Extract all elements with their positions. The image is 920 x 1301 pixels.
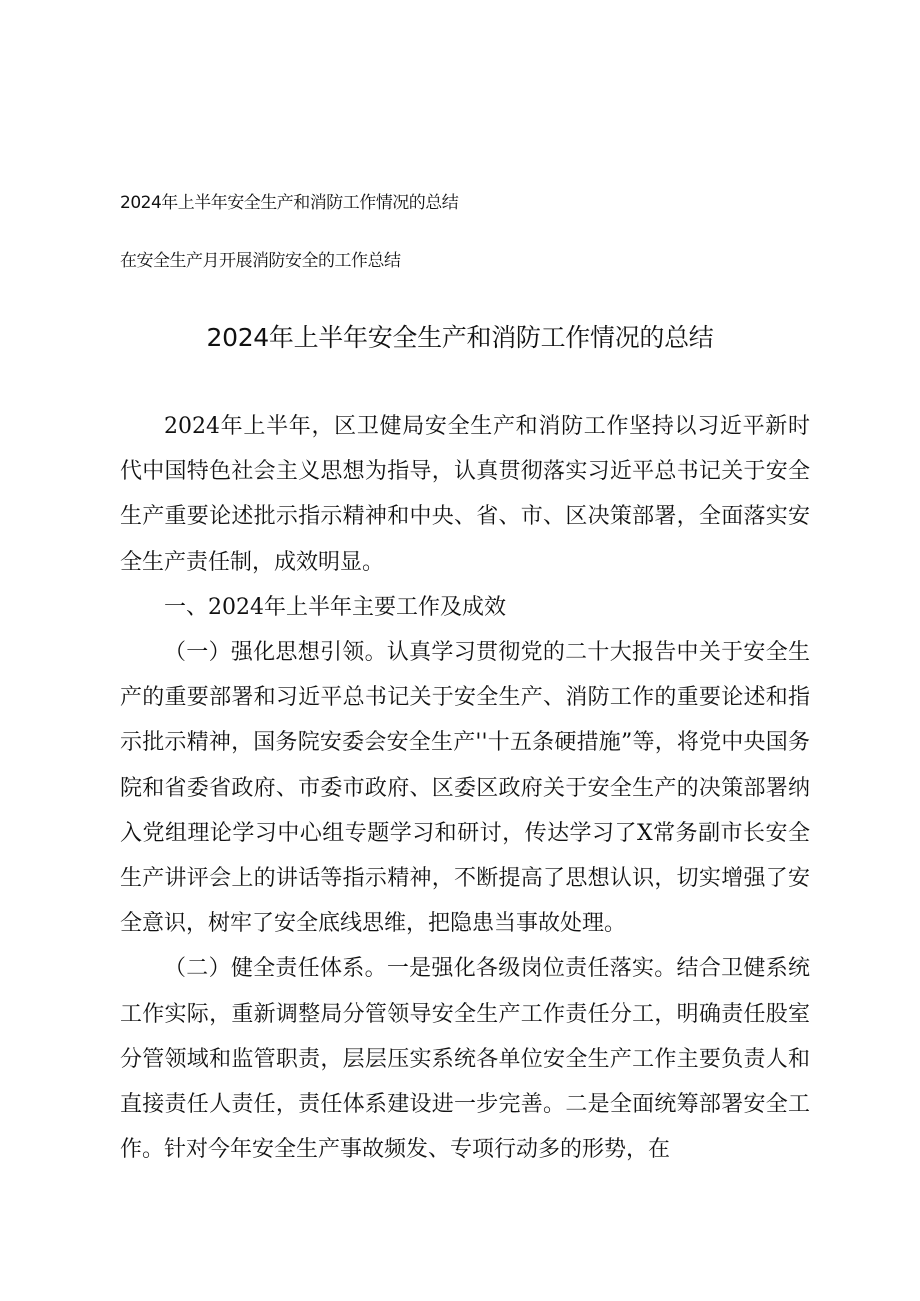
toc-item-1: 2024年上半年安全生产和消防工作情况的总结 (120, 193, 459, 213)
section-heading: 一、2024年上半年主要工作及成效 (164, 594, 506, 620)
document-body (120, 404, 810, 1172)
toc-item-2: 在安全生产月开展消防安全的工作总结 (120, 251, 401, 271)
paragraph-item-1: （一）强化思想引领。认真学习贯彻党的二十大报告中关于安全生产的重要部署和习近平总书记关于安全生产、消防工作的重要论述和指示批示精神，国务院安委会安全生产''十五条硬措施”等，将党中央国务院和省委省政府、市委市政府、区委区政府关于安全生产的决策部署纳入党组理论学习中心组专题学习和研讨，传达学习了X常务副市长安全生产讲评会上的讲话等指示精神，不断提高了思想认识，切实增强了安全意识，树牢了安全底线思维，把隐患当事故处理。 (120, 640, 810, 937)
paragraph-item-2: （二）健全责任体系。一是强化各级岗位责任落实。结合卫健系统工作实际，重新调整局分管领导安全生产工作责任分工，明确责任股室分管领域和监管职责，层层压实系统各单位安全生产工作主要负责人和直接责任人责任，责任体系建设进一步完善。二是全面统筹部署安全工作。针对今年安全生产事故频发、专项行动多的形势，在 (120, 956, 810, 1163)
document-title: 2024年上半年安全生产和消防工作情况的总结 (206, 323, 714, 352)
intro-paragraph: 2024年上半年，区卫健局安全生产和消防工作坚持以习近平新时代中国特色社会主义思想为指导，认真贯彻落实习近平总书记关于安全生产重要论述批示指示精神和中央、省、市、区决策部署，全面落实安全生产责任制，成效明显。 (120, 414, 810, 575)
